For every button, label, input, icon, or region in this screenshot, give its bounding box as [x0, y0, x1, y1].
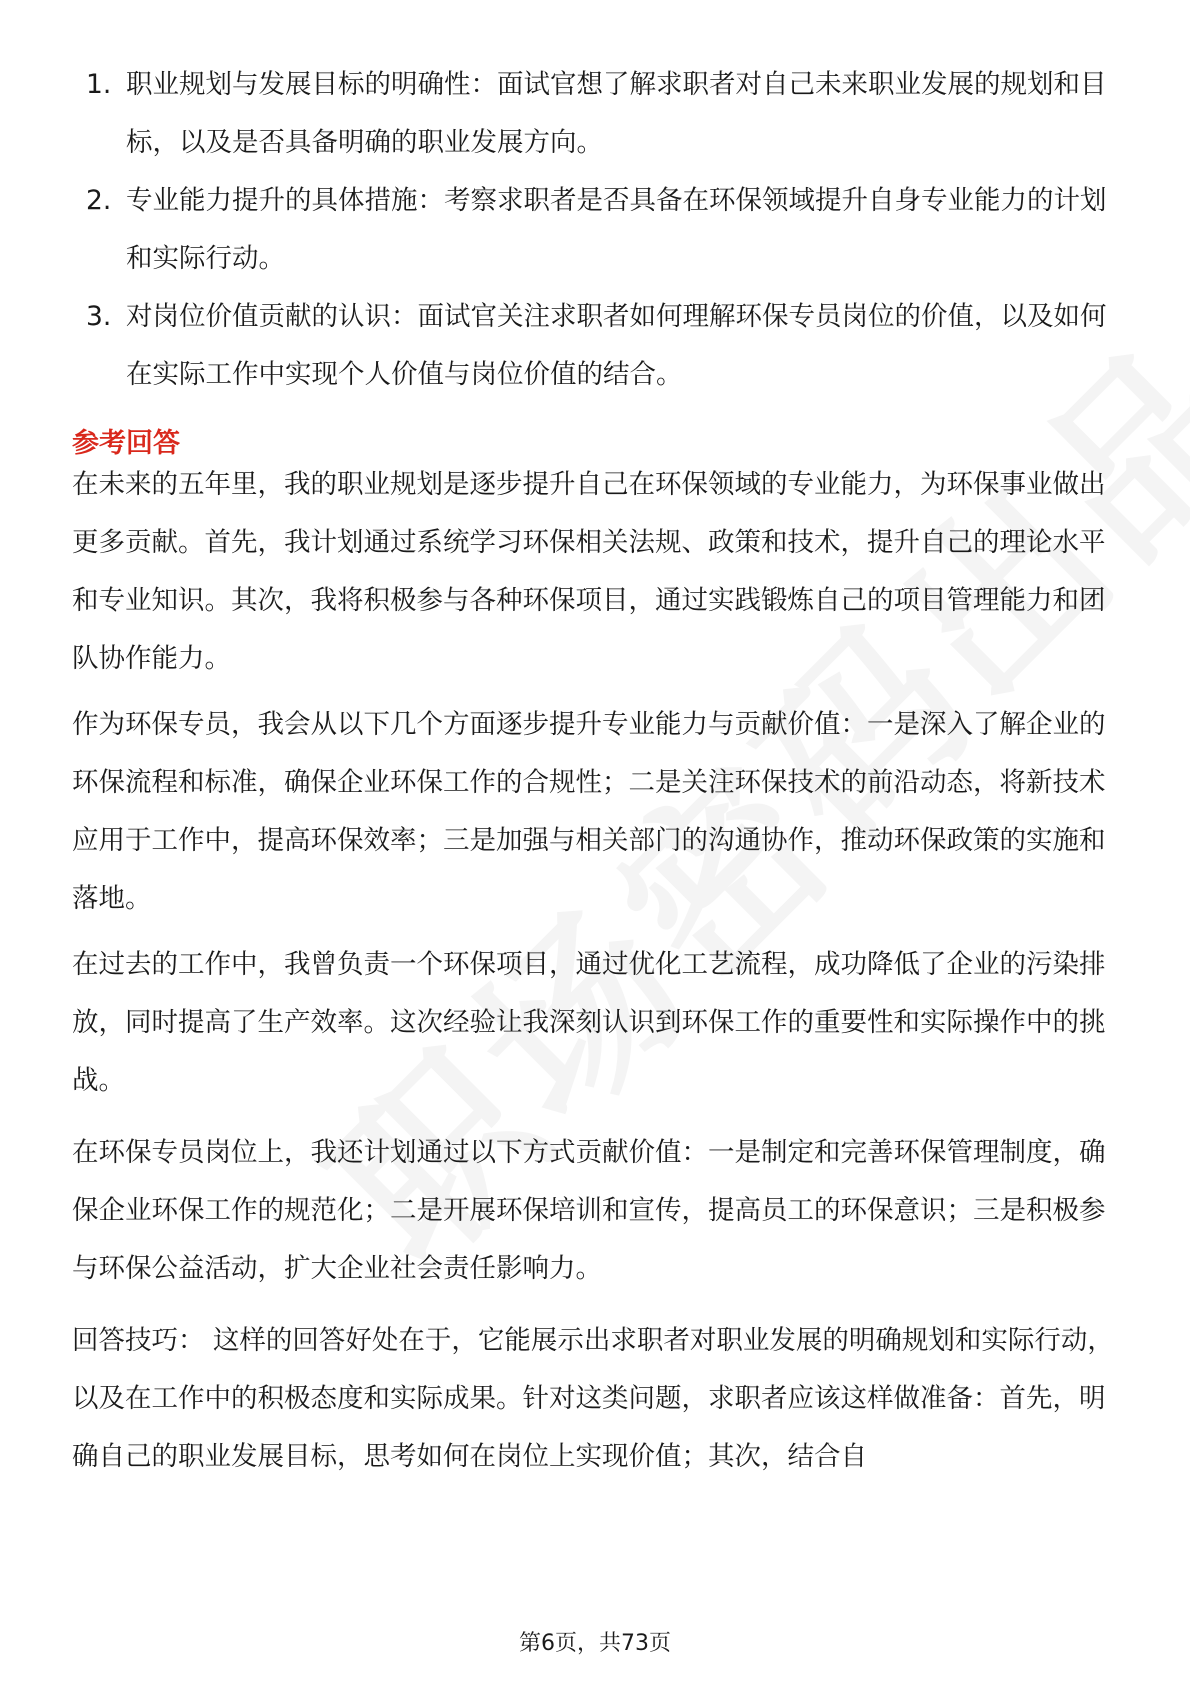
- list-text: 对岗位价值贡献的认识：面试官关注求职者如何理解环保专员岗位的价值，以及如何在实际工作中实现个人价值与岗位价值的结合。: [126, 301, 1107, 390]
- paragraph: 在过去的工作中，我曾负责一个环保项目，通过优化工艺流程，成功降低了企业的污染排放，同时提高了生产效率。这次经验让我深刻认识到环保工作的重要性和实际操作中的挑战。: [72, 949, 1106, 1096]
- section-title: 参考回答: [72, 428, 180, 459]
- list-number: 2.: [86, 185, 112, 216]
- page-number: 第6页，共73页: [519, 1631, 671, 1656]
- paragraph: 在未来的五年里，我的职业规划是逐步提升自己在环保领域的专业能力，为环保事业做出更多贡献。首先，我计划通过系统学习环保相关法规、政策和技术，提升自己的理论水平和专业知识。其次，我将积极参与各种环保项目，通过实践锻炼自己的项目管理能力和团队协作能力。: [72, 469, 1106, 674]
- list-number: 1.: [86, 69, 112, 100]
- list-item: [86, 172, 1126, 288]
- question-list: [86, 56, 1126, 404]
- paragraph: 在环保专员岗位上，我还计划通过以下方式贡献价值：一是制定和完善环保管理制度，确保企业环保工作的规范化；二是开展环保培训和宣传，提高员工的环保意识；三是积极参与环保公益活动，扩大企业社会责任影响力。: [72, 1137, 1106, 1284]
- list-text: 职业规划与发展目标的明确性：面试官想了解求职者对自己未来职业发展的规划和目标，以及是否具备明确的职业发展方向。: [126, 69, 1107, 158]
- paragraph: 回答技巧： 这样的回答好处在于，它能展示出求职者对职业发展的明确规划和实际行动，以及在工作中的积极态度和实际成果。针对这类问题，求职者应该这样做准备：首先，明确自己的职业发展目标，思考如何在岗位上实现价值；其次，结合自: [72, 1325, 1114, 1472]
- list-item: [86, 56, 1126, 172]
- list-text: 专业能力提升的具体措施：考察求职者是否具备在环保领域提升自身专业能力的计划和实际行动。: [126, 185, 1107, 274]
- paragraph: 作为环保专员，我会从以下几个方面逐步提升专业能力与贡献价值：一是深入了解企业的环保流程和标准，确保企业环保工作的合规性；二是关注环保技术的前沿动态，将新技术应用于工作中，提高环保效率；三是加强与相关部门的沟通协作，推动环保政策的实施和落地。: [72, 709, 1106, 914]
- list-item: [86, 288, 1126, 404]
- list-number: 3.: [86, 301, 112, 332]
